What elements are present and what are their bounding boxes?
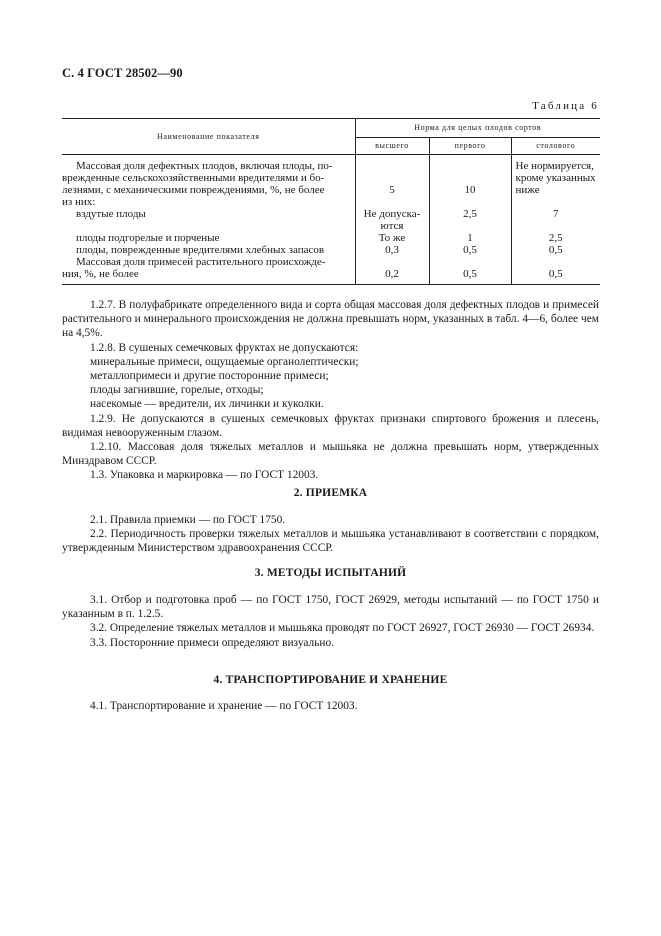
- page-header: С. 4 ГОСТ 28502—90: [62, 66, 183, 80]
- paragraph: 1.2.7. В полуфабрикате определенного вида и сорта общая массовая доля дефектных плодов и примесей растительного и минерального происхождения не должна превышать норм, указанных в табл. 4—6, более чем на 4,5%.: [62, 299, 599, 340]
- paragraph: 3.2. Определение тяжелых металлов и мышьяка проводят по ГОСТ 26927, ГОСТ 26930 — ГОСТ 26934.: [90, 622, 595, 635]
- row-name-cell: [62, 244, 355, 256]
- value-text: 10: [464, 184, 476, 196]
- table-row: [62, 244, 600, 256]
- paragraph: 1.2.10. Массовая доля тяжелых металлов и мышьяка не должна превышать норм, утвержденных Минздравом СССР.: [62, 441, 599, 468]
- row-name-line: Массовая доля дефектных плодов, включая плоды, по-: [76, 160, 333, 172]
- value-text: 0,5: [548, 268, 563, 280]
- row-name-line: лезнями, с механическими повреждениями, %, не более: [62, 184, 325, 196]
- value-text: 2,5: [548, 232, 563, 244]
- paragraph: 1.2.9. Не допускаются в сушеных семечковых фруктах признаки спиртового брожения и плесень, видимая невооруженным глазом.: [62, 412, 599, 439]
- value-text: 0,2: [385, 268, 399, 280]
- row-name-cell: [62, 155, 355, 209]
- value-text: То же: [378, 232, 406, 244]
- paragraphs-block-1: [62, 298, 599, 483]
- value-cell: [511, 256, 600, 285]
- row-name-line: Массовая доля примесей растительного происхожде-: [76, 256, 326, 268]
- value-cell: [355, 232, 429, 244]
- value-text: 0,5: [548, 244, 563, 256]
- value-text: 7: [553, 208, 559, 220]
- value-cell: [429, 208, 511, 232]
- section-2-body: [62, 513, 599, 556]
- list-item: минеральные примеси, ощущаемые органолептически;: [90, 355, 359, 368]
- value-text: 0,3: [385, 244, 399, 256]
- table-row: [62, 256, 600, 285]
- value-cell: [429, 244, 511, 256]
- value-cell: [511, 244, 600, 256]
- value-cell: [429, 232, 511, 244]
- paragraph: 4.1. Транспортирование и хранение — по ГОСТ 12003.: [90, 700, 358, 712]
- paragraph: 1.2.8. В сушеных семечковых фруктах не допускаются:: [90, 341, 359, 354]
- column-header-norm: Норма для целых плодов сортов: [355, 119, 600, 138]
- value-text: 1: [467, 232, 473, 244]
- norms-table: [62, 118, 600, 285]
- table-row: [62, 208, 600, 232]
- paragraph: 2.1. Правила приемки — по ГОСТ 1750.: [90, 514, 286, 526]
- column-header-grade: столового: [511, 138, 600, 155]
- paragraph: 3.1. Отбор и подготовка проб — по ГОСТ 1750, ГОСТ 26929, методы испытаний — по ГОСТ 1750 и указанным в п. 1.2.5.: [62, 594, 599, 621]
- table-label: Таблица 6: [532, 100, 599, 112]
- row-name-line: врежденные сельскохозяйственными вредителями и бо-: [62, 172, 325, 184]
- section-3-body: [62, 593, 599, 650]
- table-container: [62, 118, 600, 285]
- value-cell: [429, 155, 511, 209]
- value-cell: [511, 155, 600, 209]
- value-cell: [429, 256, 511, 285]
- column-header-grade: первого: [429, 138, 511, 155]
- row-name-line: ния, %, не более: [62, 268, 139, 280]
- list-item: насекомые — вредители, их личинки и куколки.: [90, 398, 324, 411]
- column-header-indicator: Наименование показателя: [62, 119, 355, 155]
- paragraph: 3.3. Посторонние примеси определяют визуально.: [90, 636, 335, 649]
- value-cell: [511, 208, 600, 232]
- row-name-text: плоды, поврежденные вредителями хлебных запасов: [76, 244, 325, 256]
- section-title: 2. ПРИЕМКА: [293, 487, 368, 499]
- value-text: 0,5: [463, 268, 477, 280]
- row-name-cell: [62, 232, 355, 244]
- column-header-grade: высшего: [355, 138, 429, 155]
- row-name-cell: [62, 208, 355, 232]
- section-4-body: [62, 699, 599, 713]
- row-name-text: плоды подгорелые и порченые: [76, 232, 220, 244]
- row-name-cell: [62, 256, 355, 285]
- value-text: Не допуска-ются: [363, 208, 421, 232]
- section-title: 3. МЕТОДЫ ИСПЫТАНИЙ: [254, 567, 407, 579]
- value-text: Не нормируется, кроме указанных ниже: [515, 160, 596, 196]
- row-name-line: из них:: [62, 196, 96, 208]
- paragraph: 1.3. Упаковка и маркировка — по ГОСТ 12003.: [90, 469, 319, 482]
- section-title: 4. ТРАНСПОРТИРОВАНИЕ И ХРАНЕНИЕ: [213, 674, 448, 686]
- list-item: металлопримеси и другие посторонние примеси;: [90, 370, 329, 383]
- value-cell: [355, 244, 429, 256]
- value-text: 5: [389, 184, 395, 196]
- value-text: 2,5: [463, 208, 477, 220]
- row-name-text: вздутые плоды: [76, 208, 146, 220]
- value-cell: [355, 155, 429, 209]
- table-row: [62, 232, 600, 244]
- value-cell: [355, 256, 429, 285]
- value-cell: [355, 208, 429, 232]
- table-row: [62, 155, 600, 209]
- paragraph: 2.2. Периодичность проверки тяжелых металлов и мышьяка устанавливают в соответствии с порядком, утвержденным Министерством здравоохранения СССР.: [62, 528, 599, 555]
- value-text: 0,5: [463, 244, 477, 256]
- value-cell: [511, 232, 600, 244]
- list-item: плоды загнившие, горелые, отходы;: [90, 384, 264, 397]
